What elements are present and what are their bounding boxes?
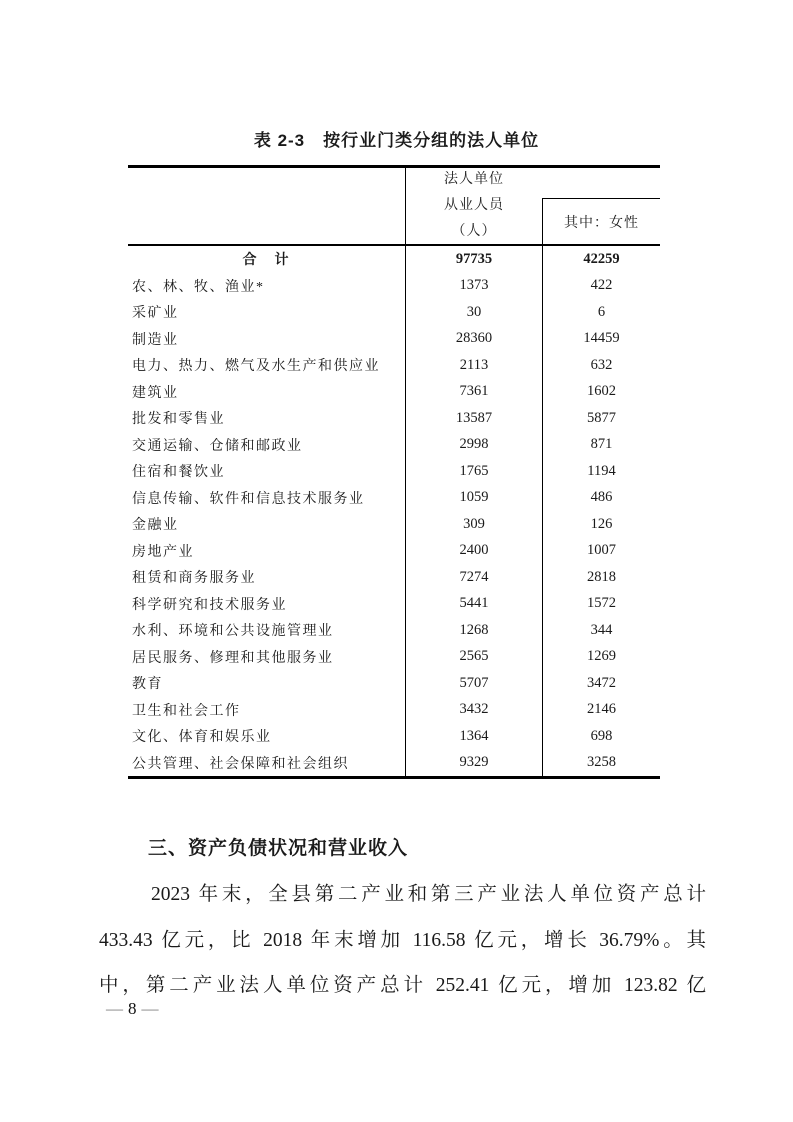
header-female-box — [542, 198, 660, 244]
row-female-value: 1572 — [542, 591, 660, 618]
row-industry-label: 农、林、牧、渔业* — [132, 279, 265, 295]
row-female-value: 871 — [542, 432, 660, 459]
row-industry-label: 批发和零售业 — [132, 412, 225, 428]
row-industry-label: 房地产业 — [132, 544, 194, 560]
row-industry-label: 交通运输、仓储和邮政业 — [132, 438, 303, 454]
row-female-value: 6 — [542, 299, 660, 326]
table-row — [128, 379, 660, 406]
row-industry-label: 采矿业 — [132, 306, 179, 322]
row-female-value: 632 — [542, 352, 660, 379]
row-female-value: 2818 — [542, 564, 660, 591]
row-female-value: 1269 — [542, 644, 660, 671]
row-employees-value: 2400 — [405, 538, 542, 565]
table-row — [128, 432, 660, 459]
row-industry-label: 建筑业 — [132, 385, 179, 401]
row-female-value: 344 — [542, 617, 660, 644]
table-row — [128, 697, 660, 724]
row-industry-label: 公共管理、社会保障和社会组织 — [132, 756, 349, 772]
row-employees-value: 28360 — [405, 326, 542, 353]
paragraph-line: 中，第二产业法人单位资产总计 252.41 亿元，增加 123.82 亿 — [99, 975, 706, 996]
row-industry-label: 租赁和商务服务业 — [132, 571, 256, 587]
row-employees-value: 1364 — [405, 723, 542, 750]
table-row — [128, 299, 660, 326]
table-row — [128, 405, 660, 432]
row-female-value: 486 — [542, 485, 660, 512]
row-industry-label: 金融业 — [132, 518, 179, 534]
row-industry-label: 教育 — [132, 677, 163, 693]
row-industry-label: 居民服务、修理和其他服务业 — [132, 650, 334, 666]
row-female-value: 698 — [542, 723, 660, 750]
table-row — [128, 564, 660, 591]
row-industry-label: 住宿和餐饮业 — [132, 465, 225, 481]
header-employees-line3: （人） — [451, 224, 497, 239]
row-employees-value: 1373 — [405, 273, 542, 300]
table-row — [128, 511, 660, 538]
table-title: 表 2-3 按行业门类分组的法人单位 — [253, 131, 540, 150]
row-female-value: 422 — [542, 273, 660, 300]
table-header — [128, 168, 660, 246]
table-row — [128, 644, 660, 671]
industry-table — [128, 165, 660, 779]
row-female-value: 1194 — [542, 458, 660, 485]
header-industry-cell — [128, 168, 405, 244]
row-female-value: 126 — [542, 511, 660, 538]
row-employees-value: 1268 — [405, 617, 542, 644]
row-industry-label: 科学研究和技术服务业 — [132, 597, 287, 613]
paragraph-line: 2023 年末，全县第二产业和第三产业法人单位资产总计 — [151, 884, 706, 905]
row-industry-label: 文化、体育和娱乐业 — [132, 730, 272, 746]
table-row — [128, 246, 660, 273]
table-row — [128, 750, 660, 777]
body-paragraph — [99, 872, 706, 1009]
row-employees-value: 309 — [405, 511, 542, 538]
row-industry-label: 卫生和社会工作 — [132, 703, 241, 719]
page-number — [106, 999, 160, 1019]
row-female-value: 1602 — [542, 379, 660, 406]
row-industry-label: 信息传输、软件和信息技术服务业 — [132, 491, 365, 507]
page-number-dash: — — [106, 999, 124, 1018]
row-employees-value: 1059 — [405, 485, 542, 512]
row-industry-label: 制造业 — [132, 332, 179, 348]
row-employees-value: 2998 — [405, 432, 542, 459]
row-employees-value: 7361 — [405, 379, 542, 406]
page-number-dash: — — [141, 999, 160, 1018]
header-female-cell — [542, 168, 660, 244]
table-row — [128, 670, 660, 697]
row-industry-label: 水利、环境和公共设施管理业 — [132, 624, 334, 640]
row-female-value: 3472 — [542, 670, 660, 697]
header-employees-cell — [405, 168, 542, 244]
row-female-value: 3258 — [542, 750, 660, 777]
table-row — [128, 352, 660, 379]
row-employees-value: 5441 — [405, 591, 542, 618]
table-row — [128, 326, 660, 353]
row-employees-value: 30 — [405, 299, 542, 326]
row-employees-value: 3432 — [405, 697, 542, 724]
row-employees-value: 2113 — [405, 352, 542, 379]
row-female-value: 42259 — [542, 246, 660, 273]
table-row — [128, 591, 660, 618]
table-row — [128, 617, 660, 644]
row-female-value: 2146 — [542, 697, 660, 724]
table-row — [128, 723, 660, 750]
row-female-value: 1007 — [542, 538, 660, 565]
paragraph-line: 433.43 亿元，比 2018 年末增加 116.58 亿元，增长 36.79%。其 — [99, 929, 706, 951]
section-heading: 三、资产负债状况和营业收入 — [148, 838, 409, 859]
table-row — [128, 485, 660, 512]
table-row — [128, 273, 660, 300]
row-employees-value: 1765 — [405, 458, 542, 485]
header-employees-line2: 从业人员 — [444, 198, 504, 213]
row-female-value: 5877 — [542, 405, 660, 432]
row-employees-value: 5707 — [405, 670, 542, 697]
header-employees-line1: 法人单位 — [444, 172, 504, 187]
row-employees-value: 9329 — [405, 750, 542, 777]
row-employees-value: 97735 — [405, 246, 542, 273]
row-female-value: 14459 — [542, 326, 660, 353]
row-employees-value: 13587 — [405, 405, 542, 432]
table-body — [128, 246, 660, 776]
row-industry-label: 电力、热力、燃气及水生产和供应业 — [132, 359, 380, 375]
header-female-label: 其中：女性 — [564, 215, 639, 231]
page-number-value: 8 — [128, 999, 138, 1018]
row-employees-value: 2565 — [405, 644, 542, 671]
row-employees-value: 7274 — [405, 564, 542, 591]
row-industry-label: 合 计 — [242, 253, 291, 269]
table-row — [128, 458, 660, 485]
table-row — [128, 538, 660, 565]
